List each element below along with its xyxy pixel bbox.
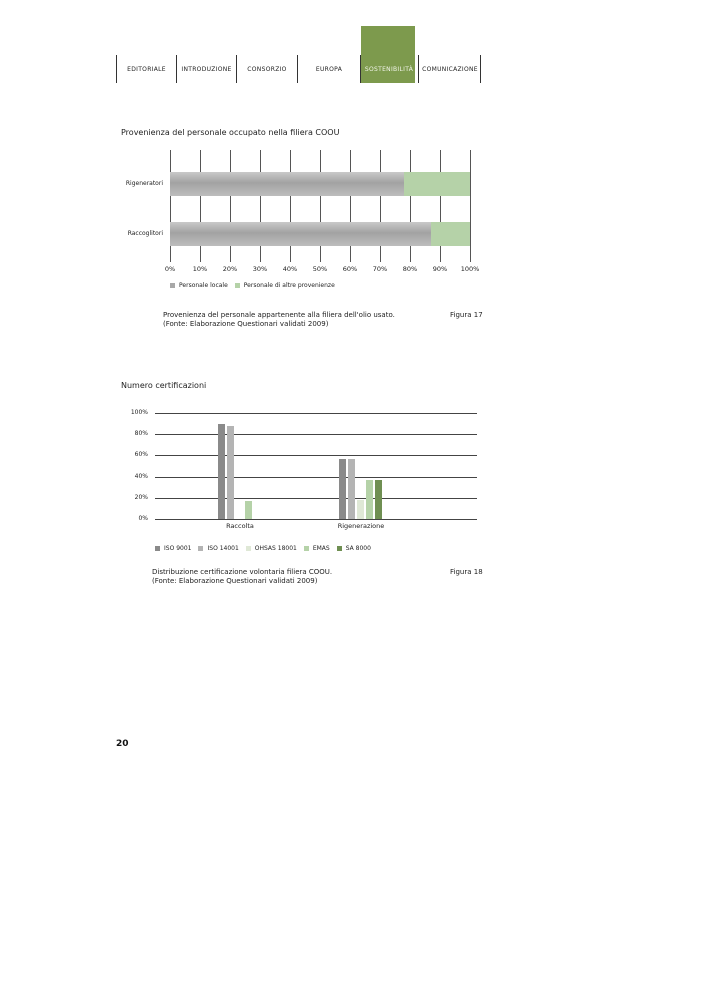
legend-label: EMAS (312, 545, 330, 552)
gridline-horizontal (155, 519, 477, 520)
nav-item-4[interactable]: SOSTENIBILITÀ (364, 65, 414, 73)
legend-label: ISO 14001 (207, 545, 239, 552)
chart-title: Provenienza del personale occupato nella filiera COOU (121, 128, 340, 137)
gridline-horizontal (155, 498, 477, 499)
category-label: Raccolta (226, 522, 254, 530)
nav-item-0[interactable]: EDITORIALE (127, 65, 166, 73)
chart-title: Numero certificazioni (121, 381, 207, 390)
nav-item-1[interactable]: INTRODUZIONE (181, 65, 232, 73)
legend-swatch (198, 546, 203, 551)
figure-caption (163, 311, 395, 329)
legend-label-local: Personale locale (179, 282, 228, 289)
x-tick-label: 30% (252, 265, 268, 273)
category-label: Raccoglitori (127, 230, 163, 237)
bar (227, 426, 234, 519)
x-tick-label: 100% (460, 265, 480, 273)
bar (375, 480, 382, 519)
bar (357, 500, 364, 519)
caption-source: (Fonte: Elaborazione Questionari validati 2009) (163, 320, 329, 328)
x-tick-label: 80% (402, 265, 418, 273)
bar-segment (170, 172, 404, 196)
y-tick-label: 100% (130, 409, 148, 416)
gridline-vertical (470, 150, 471, 262)
x-tick-label: 70% (372, 265, 388, 273)
x-tick-label: 20% (222, 265, 238, 273)
figure-label: Figura 17 (450, 311, 483, 319)
figure-caption (152, 568, 332, 586)
x-tick-label: 10% (192, 265, 208, 273)
chart-legend (155, 545, 371, 552)
y-tick-label: 20% (134, 493, 148, 501)
y-tick-label: 0% (138, 515, 148, 522)
legend-swatch-local (170, 283, 175, 288)
bar (366, 480, 373, 519)
chart-legend (170, 282, 335, 289)
legend-swatch (304, 546, 309, 551)
nav-item-3[interactable]: EUROPA (315, 65, 343, 73)
nav-item-2[interactable]: CONSORZIO (247, 65, 287, 73)
horizontal-bar-chart (170, 150, 470, 262)
legend-label: SA 8000 (345, 545, 371, 552)
legend-label: ISO 9001 (164, 545, 192, 552)
bar-segment (431, 222, 470, 246)
caption-line: Provenienza del personale appartenente alla filiera dell'olio usato. (163, 311, 395, 319)
y-tick-label: 40% (134, 472, 148, 480)
legend-swatch (246, 546, 251, 551)
page-number: 20 (116, 739, 129, 749)
category-label: Rigenerazione (337, 522, 385, 530)
bar (339, 459, 346, 519)
legend-swatch (337, 546, 342, 551)
y-tick-label: 80% (134, 430, 148, 438)
x-tick-label: 0% (164, 265, 176, 273)
gridline-horizontal (155, 455, 477, 456)
x-tick-label: 90% (432, 265, 448, 273)
legend-swatch (155, 546, 160, 551)
gridline-horizontal (155, 477, 477, 478)
bar (218, 424, 225, 519)
legend-swatch-other (235, 283, 240, 288)
caption-line: Distribuzione certificazione volontaria filiera COOU. (152, 568, 333, 576)
gridline-horizontal (155, 413, 477, 414)
nav-item-5[interactable]: COMUNICAZIONE (422, 65, 478, 73)
x-tick-label: 50% (312, 265, 328, 273)
gridline-horizontal (155, 434, 477, 435)
category-label: Rigeneratori (125, 180, 163, 187)
x-tick-label: 40% (282, 265, 298, 273)
x-tick-label: 60% (342, 265, 358, 273)
legend-label-other: Personale di altre provenienze (243, 282, 335, 289)
caption-source: (Fonte: Elaborazione Questionari validati 2009) (152, 577, 318, 585)
bar-segment (170, 222, 431, 246)
legend-label: OHSAS 18001 (254, 545, 297, 552)
bar-segment (404, 172, 470, 196)
figure-label: Figura 18 (450, 568, 483, 576)
y-tick-label: 60% (134, 451, 148, 459)
bar (245, 501, 252, 519)
bar (348, 459, 355, 519)
